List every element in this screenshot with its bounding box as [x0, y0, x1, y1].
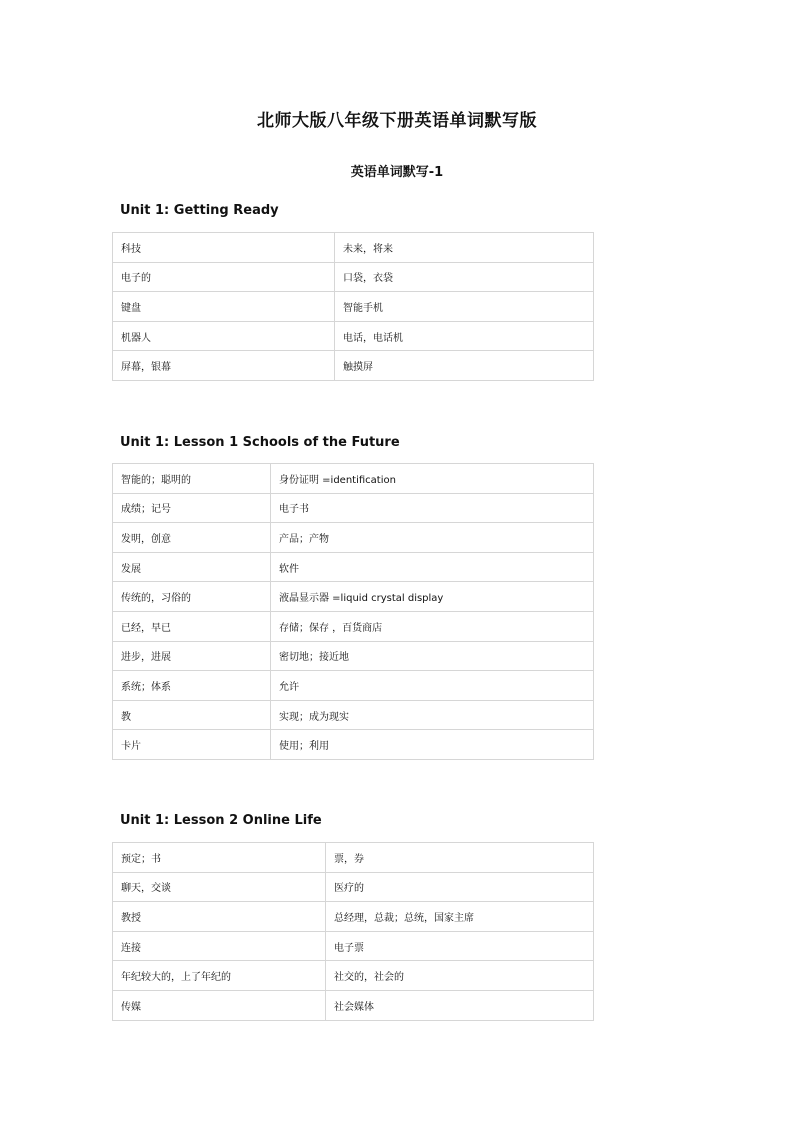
- table-cell: 软件: [271, 552, 594, 582]
- table-cell: 发展: [113, 552, 271, 582]
- table-cell: 卡片: [113, 730, 271, 760]
- table-cell: 密切地；接近地: [271, 641, 594, 671]
- table-cell: 存储；保存 ，百货商店: [271, 611, 594, 641]
- table-row: [113, 233, 594, 263]
- table-row: [113, 931, 594, 961]
- table-cell: 电子的: [113, 262, 335, 292]
- table-row: [113, 493, 594, 523]
- table-cell: 教: [113, 700, 271, 730]
- table-cell: 聊天，交谈: [113, 872, 326, 902]
- table-cell: 屏幕，银幕: [113, 351, 335, 381]
- table-cell: 产品；产物: [271, 523, 594, 553]
- table-row: [113, 990, 594, 1020]
- document-title: 北师大版八年级下册英语单词默写版: [257, 111, 537, 131]
- table-row: [113, 700, 594, 730]
- table-cell: 电话，电话机: [335, 321, 594, 351]
- table-cell: 系统；体系: [113, 671, 271, 701]
- document-subtitle: 英语单词默写-1: [350, 165, 444, 180]
- table-cell: 发明，创意: [113, 523, 271, 553]
- table-row: [113, 902, 594, 932]
- table-cell: 液晶显示器 =liquid crystal display: [271, 582, 594, 612]
- table-cell: 进步，进展: [113, 641, 271, 671]
- table-row: [113, 464, 594, 494]
- table-cell: 键盘: [113, 292, 335, 322]
- table-cell: 总经理，总裁；总统，国家主席: [326, 902, 594, 932]
- table-cell: 科技: [113, 233, 335, 263]
- table-cell: 教授: [113, 902, 326, 932]
- section-heading-lesson-2: Unit 1: Lesson 2 Online Life: [120, 813, 322, 828]
- table-row: [113, 671, 594, 701]
- table-cell: 机器人: [113, 321, 335, 351]
- table-cell: 票，券: [326, 843, 594, 873]
- table-cell: 实现；成为现实: [271, 700, 594, 730]
- table-row: [113, 321, 594, 351]
- table-row: [113, 292, 594, 322]
- table-row: [113, 961, 594, 991]
- table-cell: 口袋，衣袋: [335, 262, 594, 292]
- table-row: [113, 611, 594, 641]
- section-heading-lesson-1: Unit 1: Lesson 1 Schools of the Future: [120, 435, 400, 450]
- table-row: [113, 552, 594, 582]
- table-row: [113, 582, 594, 612]
- vocab-table-lesson-1: [112, 463, 594, 760]
- table-cell: 社会媒体: [326, 990, 594, 1020]
- table-row: [113, 262, 594, 292]
- table-cell: 成绩；记号: [113, 493, 271, 523]
- table-cell: 医疗的: [326, 872, 594, 902]
- table-cell: 未来，将来: [335, 233, 594, 263]
- table-cell: 传统的，习俗的: [113, 582, 271, 612]
- table-cell: 已经，早已: [113, 611, 271, 641]
- table-cell: 智能手机: [335, 292, 594, 322]
- vocab-table-lesson-2: [112, 842, 594, 1021]
- table-cell: 传媒: [113, 990, 326, 1020]
- table-cell: 使用；利用: [271, 730, 594, 760]
- table-cell: 智能的；聪明的: [113, 464, 271, 494]
- table-cell: 电子书: [271, 493, 594, 523]
- table-cell: 允许: [271, 671, 594, 701]
- table-cell: 预定；书: [113, 843, 326, 873]
- table-cell: 触摸屏: [335, 351, 594, 381]
- vocab-table-getting-ready: [112, 232, 594, 381]
- table-row: [113, 730, 594, 760]
- table-row: [113, 351, 594, 381]
- table-cell: 社交的，社会的: [326, 961, 594, 991]
- table-row: [113, 641, 594, 671]
- table-row: [113, 523, 594, 553]
- section-heading-getting-ready: Unit 1: Getting Ready: [120, 203, 279, 218]
- table-cell: 电子票: [326, 931, 594, 961]
- table-row: [113, 872, 594, 902]
- table-row: [113, 843, 594, 873]
- table-cell: 年纪较大的，上了年纪的: [113, 961, 326, 991]
- table-cell: 身份证明 =identification: [271, 464, 594, 494]
- table-cell: 连接: [113, 931, 326, 961]
